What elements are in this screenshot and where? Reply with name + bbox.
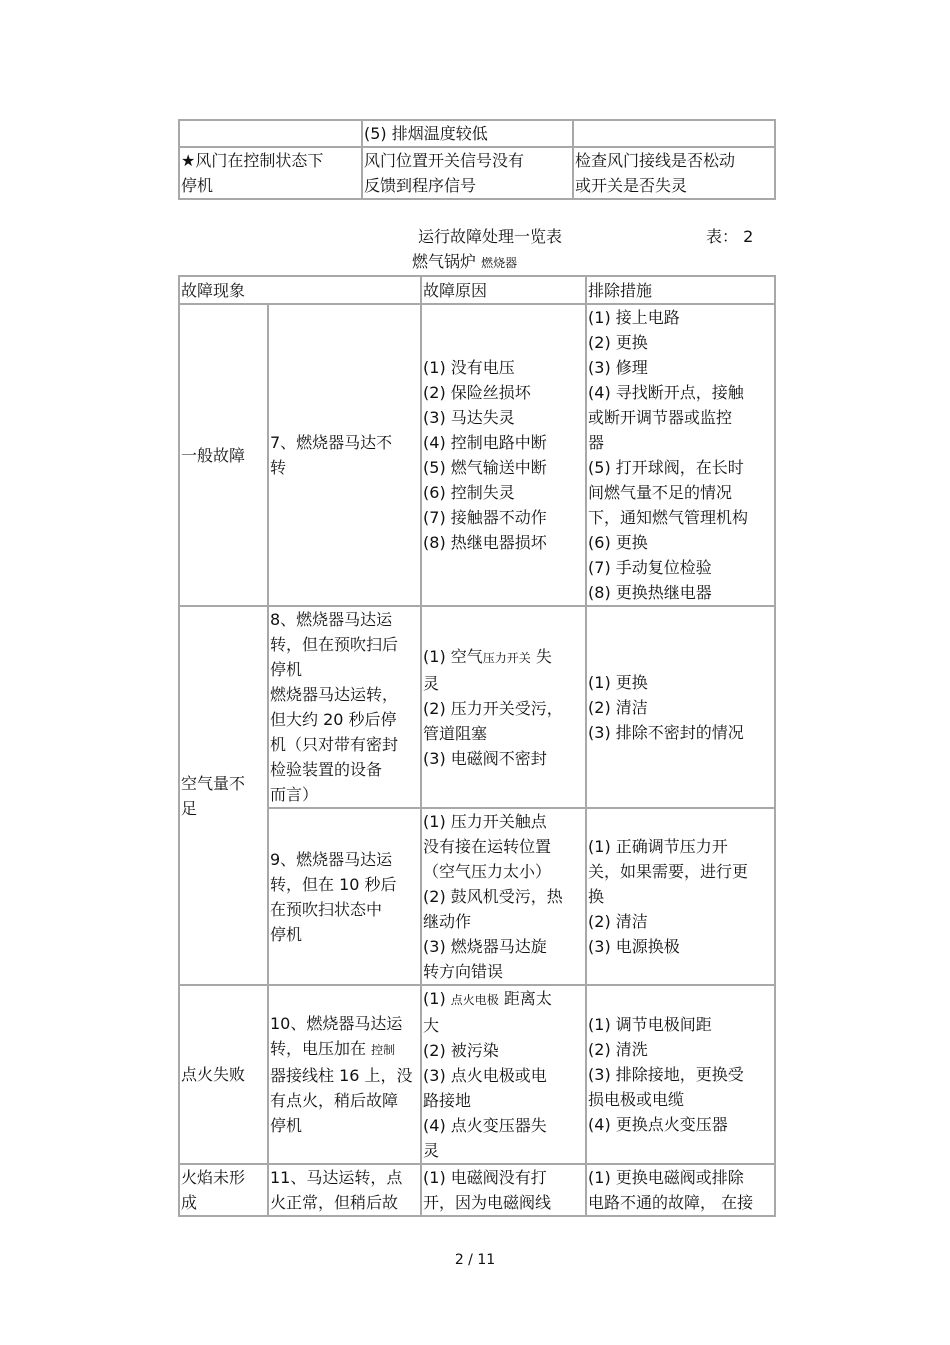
cause-cell: (1) 没有电压 (2) 保险丝损坏 (3) 马达失灵 (4) 控制电路中断 (5) 燃气输送中断 (6) 控制失灵 (7) 接触器不动作 (8) 热继电器损坏: [421, 304, 586, 606]
category-cell: 火焰未形 成: [179, 1164, 268, 1216]
table-number: 表： 2: [706, 227, 754, 246]
phenomenon-cell: 11、马达运转，点 火正常，但稍后故: [268, 1164, 421, 1216]
phenomenon-cell: ★风门在控制状态下 停机: [179, 147, 362, 199]
table-row: [179, 147, 775, 199]
cause-cell: (5) 排烟温度较低: [362, 120, 573, 147]
table-row: [179, 808, 775, 985]
previous-fault-table: [178, 119, 776, 200]
header-phenomenon: 故障现象: [179, 276, 421, 304]
cause-cell: 风门位置开关信号没有 反馈到程序信号: [362, 147, 573, 199]
header-cause: 故障原因: [421, 276, 586, 304]
table-subtitle: [412, 251, 517, 274]
phenomenon-text: 10、燃烧器马达运 转，电压加在: [270, 1014, 403, 1058]
cause-text: 失 灵 (2) 压力开关受污， 管道阻塞 (3) 电磁阀不密封: [423, 646, 563, 768]
measure-cell: (1) 更换 (2) 清洁 (3) 排除不密封的情况: [586, 606, 775, 808]
cause-cell: [421, 606, 586, 808]
category-cell: 点火失败: [179, 985, 268, 1164]
measure-cell: (1) 更换电磁阀或排除 电路不通的故障， 在接: [586, 1164, 775, 1216]
category-cell: 一般故障: [179, 304, 268, 606]
table-header-row: [179, 276, 775, 304]
phenomenon-cell: [179, 120, 362, 147]
operation-fault-table: [178, 275, 776, 1217]
table-row: [179, 120, 775, 147]
cause-text: 距离太 大 (2) 被污染 (3) 点火电极或电 路接地 (4) 点火变压器失 灵: [423, 989, 552, 1160]
phenomenon-cell: 8、燃烧器马达运 转，但在预吹扫后 停机 燃烧器马达运转， 但大约 20 秒后停 机（只对带有密封 检验装置的设备 而言）: [268, 606, 421, 808]
measure-cell: (1) 接上电路 (2) 更换 (3) 修理 (4) 寻找断开点，接触 或断开调节器或监控 器 (5) 打开球阀，在长时 间燃气量不足的情况 下，通知燃气管理机构 (6) 更换 (7) 手动复位检验 (8) 更换热继电器: [586, 304, 775, 606]
phenomenon-cell: 9、燃烧器马达运 转，但在 10 秒后 在预吹扫状态中 停机: [268, 808, 421, 985]
measure-cell: 检查风门接线是否松动 或开关是否失灵: [573, 147, 775, 199]
table-row: [179, 1164, 775, 1216]
phenomenon-small-text: 控制: [371, 1043, 396, 1057]
subtitle-small: 燃烧器: [481, 256, 518, 270]
cause-cell: (1) 压力开关触点 没有接在运转位置 （空气压力太小） (2) 鼓风机受污，热 继动作 (3) 燃烧器马达旋 转方向错误: [421, 808, 586, 985]
cause-small-text: 点火电极: [450, 993, 499, 1007]
cause-cell: [421, 985, 586, 1164]
phenomenon-text: 器接线柱 16 上，没 有点火，稍后故障 停机: [270, 1066, 413, 1135]
cause-small-text: 压力开关: [482, 650, 531, 665]
cause-text: (1) 空气: [423, 646, 483, 666]
subtitle-main: 燃气锅炉: [412, 252, 477, 271]
table-row: [179, 606, 775, 808]
measure-cell: [573, 120, 775, 147]
cause-cell: (1) 电磁阀没有打 开，因为电磁阀线: [421, 1164, 586, 1216]
measure-cell: (1) 调节电极间距 (2) 清洗 (3) 排除接地，更换受 损电极或电缆 (4) 更换点火变压器: [586, 985, 775, 1164]
table-row: [179, 304, 775, 606]
cause-text: (1): [423, 989, 451, 1008]
category-cell: 空气量不 足: [179, 606, 268, 985]
table-title: 运行故障处理一览表: [418, 227, 563, 246]
phenomenon-cell: 7、燃烧器马达不 转: [268, 304, 421, 606]
header-measure: 排除措施: [586, 276, 775, 304]
measure-cell: (1) 正确调节压力开 关，如果需要，进行更 换 (2) 清洁 (3) 电源换极: [586, 808, 775, 985]
phenomenon-cell: [268, 985, 421, 1164]
table-row: [179, 985, 775, 1164]
page-number: 2 / 11: [454, 1252, 496, 1268]
